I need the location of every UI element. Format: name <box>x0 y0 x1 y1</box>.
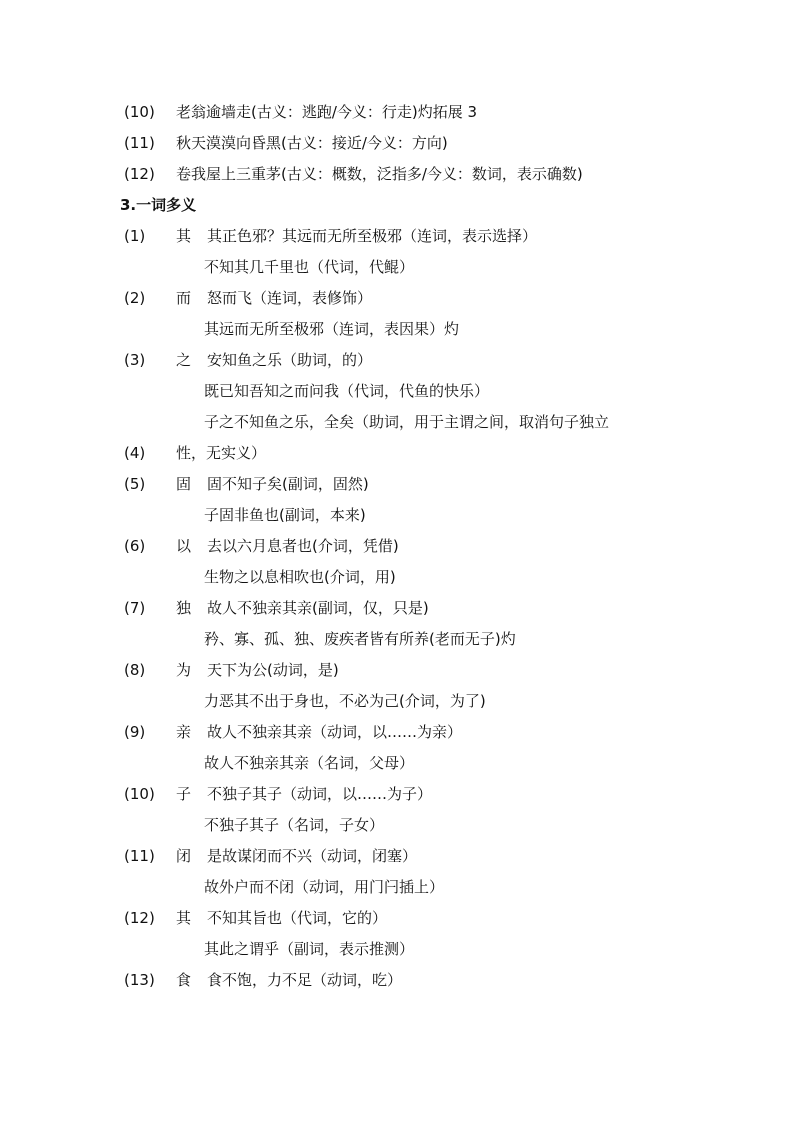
list-item <box>0 224 794 248</box>
entry-example: 天下为公(动词，是) <box>207 661 339 679</box>
entry-example: 生物之以息相吹也(介词，用) <box>204 568 396 586</box>
entry-example: 去以六月息者也(介词，凭借) <box>207 537 399 555</box>
list-item <box>0 317 794 341</box>
entry-example: 食不饱，力不足（动词，吃） <box>207 971 403 989</box>
entry-example: 子之不知鱼之乐，全矣（助词，用于主谓之间，取消句子独立 <box>204 413 610 431</box>
entry-example: 既已知吾知之而问我（代词，代鱼的快乐） <box>204 382 490 400</box>
list-item <box>0 751 794 775</box>
entry-example: 固不知子矣(副词，固然) <box>207 475 369 493</box>
entry-word: 闭 <box>176 847 192 865</box>
list-item <box>0 720 794 744</box>
entry-example: 矜、寡、孤、独、废疾者皆有所养(老而无子)灼 <box>204 630 516 648</box>
entry-word: 之 <box>176 351 192 369</box>
entry-example: 子固非鱼也(副词，本来) <box>204 506 366 524</box>
item-number: (9) <box>124 723 146 741</box>
list-item <box>0 689 794 713</box>
section-title: 3.一词多义 <box>120 196 197 214</box>
item-number: (7) <box>124 599 146 617</box>
item-number: (10) <box>124 785 155 803</box>
entry-example: 不知其旨也（代词，它的） <box>207 909 388 927</box>
item-number: (1) <box>124 227 146 245</box>
list-item <box>0 410 794 434</box>
entry-word: 性，无实义） <box>176 444 267 462</box>
entry-word: 固 <box>176 475 192 493</box>
item-number: (11) <box>124 134 155 152</box>
entry-example: 不知其几千里也（代词，代鲲） <box>204 258 415 276</box>
item-number: (2) <box>124 289 146 307</box>
item-number: (5) <box>124 475 146 493</box>
item-text: 卷我屋上三重茅(古义：概数，泛指多/今义：数词，表示确数) <box>176 165 583 183</box>
list-item <box>0 906 794 930</box>
entry-example: 故人不独亲其亲（动词，以……为亲） <box>207 723 463 741</box>
item-number: (12) <box>124 165 155 183</box>
list-item <box>0 162 794 186</box>
list-item <box>0 472 794 496</box>
item-number: (10) <box>124 103 155 121</box>
entry-example: 是故谋闭而不兴（动词，闭塞） <box>207 847 418 865</box>
list-item <box>0 596 794 620</box>
entry-example: 故人不独亲其亲（名词，父母） <box>204 754 415 772</box>
list-item <box>0 813 794 837</box>
list-item <box>0 100 794 124</box>
list-item <box>0 565 794 589</box>
entry-example: 不独子其子（动词，以……为子） <box>207 785 433 803</box>
list-item <box>0 503 794 527</box>
list-item <box>0 379 794 403</box>
entry-word: 食 <box>176 971 192 989</box>
entry-word: 其 <box>176 227 192 245</box>
entry-example: 故人不独亲其亲(副词，仅，只是) <box>207 599 429 617</box>
list-item <box>0 255 794 279</box>
entry-word: 以 <box>176 537 192 555</box>
entry-example: 故外户而不闭（动词，用门闩插上） <box>204 878 445 896</box>
item-number: (12) <box>124 909 155 927</box>
list-item <box>0 875 794 899</box>
entry-example: 其远而无所至极邪（连词，表因果）灼 <box>204 320 460 338</box>
list-item <box>0 441 794 465</box>
entry-example: 安知鱼之乐（助词，的） <box>207 351 373 369</box>
item-text: 老翁逾墙走(古义：逃跑/今义：行走)灼拓展 3 <box>176 103 478 121</box>
list-item <box>0 844 794 868</box>
list-item <box>0 131 794 155</box>
list-item <box>0 348 794 372</box>
item-number: (3) <box>124 351 146 369</box>
entry-word: 独 <box>176 599 192 617</box>
entry-example: 力恶其不出于身也，不必为己(介词，为了) <box>204 692 486 710</box>
list-item <box>0 782 794 806</box>
entry-word: 为 <box>176 661 192 679</box>
list-item <box>0 937 794 961</box>
item-number: (4) <box>124 444 146 462</box>
item-number: (6) <box>124 537 146 555</box>
entry-example: 其正色邪？其远而无所至极邪（连词，表示选择） <box>207 227 538 245</box>
list-item <box>0 968 794 992</box>
entry-word: 其 <box>176 909 192 927</box>
entry-example: 不独子其子（名词，子女） <box>204 816 385 834</box>
entry-word: 而 <box>176 289 192 307</box>
entry-example: 怒而飞（连词，表修饰） <box>207 289 373 307</box>
list-item <box>0 658 794 682</box>
item-number: (13) <box>124 971 155 989</box>
item-number: (8) <box>124 661 146 679</box>
entry-word: 子 <box>176 785 192 803</box>
list-item <box>0 286 794 310</box>
item-text: 秋天漠漠向昏黑(古义：接近/今义：方向) <box>176 134 448 152</box>
list-item <box>0 534 794 558</box>
item-number: (11) <box>124 847 155 865</box>
entry-example: 其此之谓乎（副词，表示推测） <box>204 940 415 958</box>
list-item <box>0 627 794 651</box>
entry-word: 亲 <box>176 723 192 741</box>
